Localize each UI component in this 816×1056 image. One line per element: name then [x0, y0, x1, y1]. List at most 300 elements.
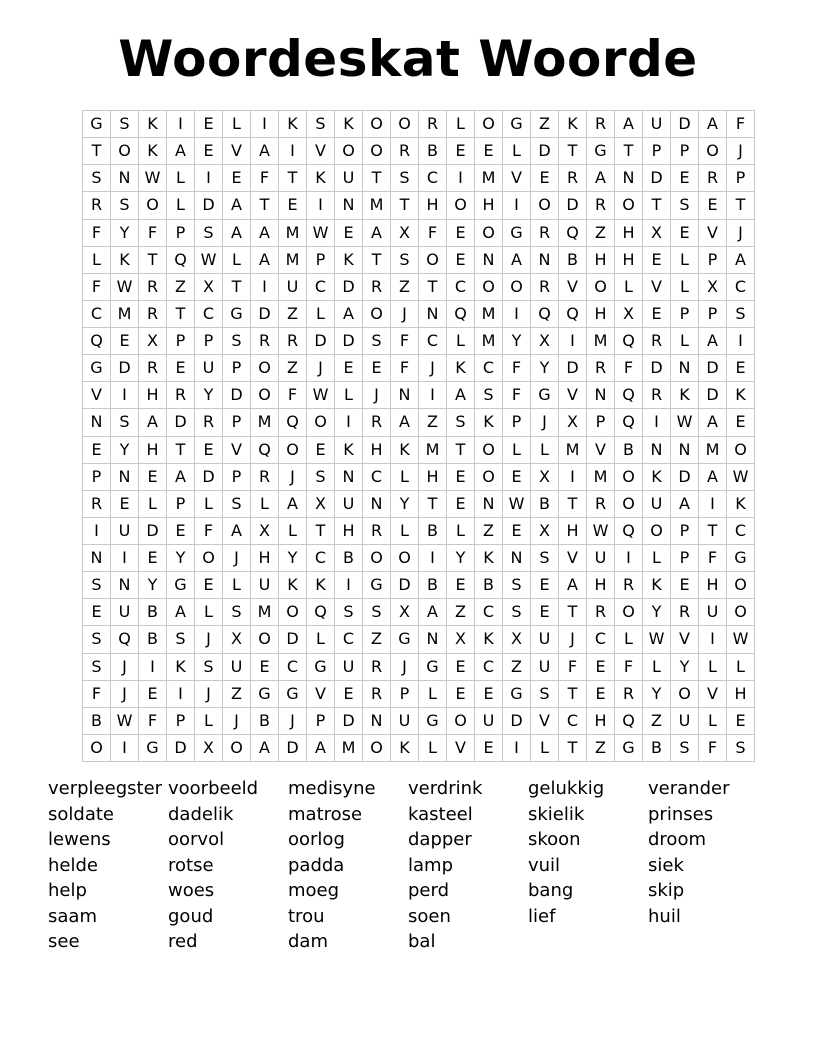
grid-cell: R [531, 273, 559, 300]
grid-cell: O [419, 246, 447, 273]
grid-cell: D [643, 355, 671, 382]
grid-cell: O [615, 490, 643, 517]
grid-cell: N [391, 382, 419, 409]
grid-cell: K [475, 545, 503, 572]
grid-cell: P [167, 490, 195, 517]
grid-cell: M [419, 436, 447, 463]
grid-cell: E [503, 463, 531, 490]
grid-cell: Z [279, 300, 307, 327]
grid-cell: B [615, 436, 643, 463]
grid-cell: D [643, 165, 671, 192]
grid-cell: D [279, 626, 307, 653]
grid-cell: T [391, 192, 419, 219]
grid-cell: Z [447, 599, 475, 626]
word-list-item: moeg [288, 880, 340, 901]
grid-cell: U [643, 490, 671, 517]
grid-cell: T [559, 680, 587, 707]
grid-cell: O [615, 463, 643, 490]
grid-cell: U [531, 626, 559, 653]
grid-cell: U [587, 545, 615, 572]
grid-cell: D [139, 517, 167, 544]
grid-cell: V [699, 680, 727, 707]
grid-cell: U [223, 653, 251, 680]
grid-cell: K [139, 111, 167, 138]
grid-cell: R [699, 165, 727, 192]
grid-cell: S [475, 382, 503, 409]
grid-cell: Y [643, 599, 671, 626]
grid-cell: O [251, 355, 279, 382]
grid-cell: T [167, 436, 195, 463]
grid-cell: W [307, 382, 335, 409]
grid-cell: F [83, 219, 111, 246]
grid-cell: Y [111, 436, 139, 463]
grid-cell: L [615, 626, 643, 653]
grid-cell: R [83, 192, 111, 219]
grid-cell: E [447, 680, 475, 707]
grid-cell: L [447, 111, 475, 138]
grid-cell: R [363, 409, 391, 436]
grid-cell: S [223, 490, 251, 517]
word-list-item: see [48, 931, 80, 952]
word-list-item: rotse [168, 854, 214, 876]
grid-cell: J [391, 300, 419, 327]
grid-cell: R [363, 680, 391, 707]
word-list-item: saam [48, 905, 97, 927]
grid-cell: O [699, 138, 727, 165]
grid-cell: K [335, 436, 363, 463]
grid-cell: V [307, 680, 335, 707]
word-list-item: verander [648, 778, 730, 799]
grid-cell: M [587, 463, 615, 490]
word-list-item: dadelik [168, 803, 234, 825]
grid-cell: U [335, 653, 363, 680]
grid-cell: J [559, 626, 587, 653]
grid-cell: E [447, 653, 475, 680]
grid-cell: K [447, 355, 475, 382]
grid-cell: E [223, 165, 251, 192]
grid-cell: K [111, 246, 139, 273]
grid-cell: O [727, 599, 755, 626]
grid-cell: E [503, 517, 531, 544]
grid-cell: V [699, 219, 727, 246]
grid-cell: D [503, 707, 531, 734]
grid-cell: Z [531, 111, 559, 138]
grid-cell: P [699, 246, 727, 273]
grid-cell: L [195, 599, 223, 626]
grid-cell: N [531, 246, 559, 273]
grid-cell: H [475, 192, 503, 219]
grid-cell: E [727, 707, 755, 734]
grid-cell: E [699, 192, 727, 219]
grid-cell: P [167, 328, 195, 355]
grid-cell: O [531, 192, 559, 219]
grid-cell: R [587, 599, 615, 626]
grid-cell: B [139, 626, 167, 653]
grid-cell: N [363, 707, 391, 734]
grid-cell: Q [111, 626, 139, 653]
grid-cell: I [111, 545, 139, 572]
grid-cell: O [643, 517, 671, 544]
word-list-item: help [48, 880, 87, 901]
grid-cell: G [587, 138, 615, 165]
grid-cell: C [447, 273, 475, 300]
grid-cell: R [251, 463, 279, 490]
grid-cell: Y [447, 545, 475, 572]
grid-cell: N [671, 436, 699, 463]
grid-cell: M [587, 328, 615, 355]
grid-row [83, 355, 755, 382]
grid-cell: G [83, 111, 111, 138]
grid-cell: I [279, 138, 307, 165]
grid-cell: E [251, 653, 279, 680]
grid-cell: C [475, 653, 503, 680]
grid-cell: O [475, 463, 503, 490]
word-list-item: woes [168, 880, 215, 901]
grid-cell: K [391, 734, 419, 761]
grid-cell: E [587, 653, 615, 680]
grid-cell: F [83, 680, 111, 707]
grid-cell: P [643, 138, 671, 165]
grid-cell: F [195, 517, 223, 544]
grid-cell: L [391, 517, 419, 544]
grid-cell: Z [419, 409, 447, 436]
grid-cell: A [615, 111, 643, 138]
grid-cell: C [587, 626, 615, 653]
grid-cell: R [419, 111, 447, 138]
grid-cell: R [615, 680, 643, 707]
grid-cell: E [279, 192, 307, 219]
grid-cell: N [335, 192, 363, 219]
grid-cell: I [615, 545, 643, 572]
grid-cell: X [391, 219, 419, 246]
grid-cell: C [727, 517, 755, 544]
grid-cell: I [335, 409, 363, 436]
grid-cell: K [671, 382, 699, 409]
grid-row [83, 599, 755, 626]
grid-cell: Q [531, 300, 559, 327]
grid-cell: L [195, 490, 223, 517]
grid-cell: O [727, 436, 755, 463]
grid-cell: M [363, 192, 391, 219]
grid-cell: D [699, 382, 727, 409]
grid-row [83, 490, 755, 517]
grid-cell: S [335, 599, 363, 626]
grid-cell: O [223, 734, 251, 761]
grid-cell: Q [615, 707, 643, 734]
grid-cell: N [615, 165, 643, 192]
grid-cell: O [83, 734, 111, 761]
grid-cell: R [363, 517, 391, 544]
grid-cell: S [671, 192, 699, 219]
grid-cell: P [83, 463, 111, 490]
grid-cell: X [223, 626, 251, 653]
grid-cell: E [363, 355, 391, 382]
grid-cell: L [307, 300, 335, 327]
grid-cell: S [391, 165, 419, 192]
grid-cell: Y [531, 355, 559, 382]
grid-cell: A [363, 219, 391, 246]
grid-cell: F [391, 328, 419, 355]
grid-cell: L [671, 273, 699, 300]
grid-cell: K [643, 463, 671, 490]
grid-cell: X [447, 626, 475, 653]
grid-cell: R [167, 382, 195, 409]
word-list-item: kasteel [408, 803, 473, 825]
grid-cell: K [279, 111, 307, 138]
grid-cell: F [391, 355, 419, 382]
word-list-item: padda [288, 854, 345, 876]
grid-cell: T [447, 436, 475, 463]
grid-cell: T [559, 734, 587, 761]
grid-cell: S [307, 111, 335, 138]
grid-cell: F [559, 653, 587, 680]
grid-cell: T [727, 192, 755, 219]
word-list-item: medisyne [288, 778, 376, 799]
grid-cell: L [251, 490, 279, 517]
grid-cell: L [531, 734, 559, 761]
grid-cell: E [195, 111, 223, 138]
grid-cell: L [699, 653, 727, 680]
grid-cell: A [251, 138, 279, 165]
grid-cell: H [587, 572, 615, 599]
grid-cell: G [503, 680, 531, 707]
grid-cell: D [391, 572, 419, 599]
grid-cell: G [307, 653, 335, 680]
grid-cell: D [111, 355, 139, 382]
grid-cell: L [531, 436, 559, 463]
grid-cell: F [727, 111, 755, 138]
grid-cell: J [531, 409, 559, 436]
grid-cell: X [139, 328, 167, 355]
grid-row [83, 409, 755, 436]
grid-cell: R [587, 355, 615, 382]
grid-cell: E [671, 572, 699, 599]
word-list-item: voorbeeld [168, 778, 259, 799]
word-list-item: lief [528, 905, 556, 927]
grid-cell: X [559, 409, 587, 436]
grid-cell: L [307, 626, 335, 653]
grid-cell: X [615, 300, 643, 327]
grid-cell: C [83, 300, 111, 327]
grid-cell: E [447, 246, 475, 273]
grid-cell: Z [279, 355, 307, 382]
grid-cell: N [503, 545, 531, 572]
grid-cell: S [727, 734, 755, 761]
grid-cell: A [167, 138, 195, 165]
grid-cell: G [419, 707, 447, 734]
grid-cell: C [363, 463, 391, 490]
grid-cell: S [363, 599, 391, 626]
grid-cell: X [531, 517, 559, 544]
grid-cell: S [531, 545, 559, 572]
grid-cell: F [503, 355, 531, 382]
grid-row [83, 734, 755, 761]
grid-cell: V [559, 545, 587, 572]
grid-cell: K [335, 111, 363, 138]
grid-cell: E [307, 436, 335, 463]
grid-cell: A [699, 409, 727, 436]
grid-cell: Z [503, 653, 531, 680]
grid-cell: J [223, 707, 251, 734]
word-list-item: skip [648, 880, 685, 901]
grid-cell: I [419, 382, 447, 409]
word-list-item: bang [528, 880, 574, 901]
grid-cell: E [167, 355, 195, 382]
grid-cell: M [475, 328, 503, 355]
grid-cell: K [167, 653, 195, 680]
grid-cell: I [559, 328, 587, 355]
grid-cell: O [447, 192, 475, 219]
grid-cell: K [307, 572, 335, 599]
grid-cell: A [391, 409, 419, 436]
grid-cell: G [503, 219, 531, 246]
grid-cell: O [447, 707, 475, 734]
grid-cell: J [111, 653, 139, 680]
grid-cell: F [419, 219, 447, 246]
grid-cell: N [111, 165, 139, 192]
grid-cell: T [699, 517, 727, 544]
grid-cell: O [111, 138, 139, 165]
grid-cell: N [335, 463, 363, 490]
grid-cell: I [503, 734, 531, 761]
grid-cell: V [307, 138, 335, 165]
grid-cell: O [475, 219, 503, 246]
grid-cell: O [615, 599, 643, 626]
grid-cell: H [587, 246, 615, 273]
grid-cell: A [727, 246, 755, 273]
grid-cell: D [559, 192, 587, 219]
grid-cell: V [559, 382, 587, 409]
grid-cell: S [111, 192, 139, 219]
grid-cell: Z [587, 219, 615, 246]
grid-cell: R [559, 165, 587, 192]
grid-cell: C [475, 355, 503, 382]
grid-cell: B [643, 734, 671, 761]
grid-cell: N [419, 300, 447, 327]
grid-cell: T [363, 165, 391, 192]
grid-cell: U [279, 273, 307, 300]
grid-cell: H [559, 517, 587, 544]
grid-cell: G [167, 572, 195, 599]
grid-cell: L [167, 165, 195, 192]
grid-cell: R [83, 490, 111, 517]
grid-cell: O [279, 599, 307, 626]
grid-cell: P [699, 300, 727, 327]
grid-cell: D [335, 707, 363, 734]
grid-cell: A [503, 246, 531, 273]
grid-cell: Y [195, 382, 223, 409]
grid-cell: J [223, 545, 251, 572]
grid-cell: K [307, 165, 335, 192]
grid-cell: Y [671, 653, 699, 680]
grid-cell: J [195, 626, 223, 653]
grid-cell: L [643, 545, 671, 572]
grid-cell: L [167, 192, 195, 219]
grid-cell: H [251, 545, 279, 572]
grid-cell: L [391, 463, 419, 490]
grid-cell: W [727, 463, 755, 490]
grid-cell: J [111, 680, 139, 707]
grid-cell: U [195, 355, 223, 382]
word-list-item: oorvol [168, 829, 225, 850]
grid-cell: P [671, 517, 699, 544]
grid-cell: L [83, 246, 111, 273]
grid-cell: F [615, 653, 643, 680]
grid-cell: C [727, 273, 755, 300]
grid-cell: P [671, 300, 699, 327]
grid-cell: W [139, 165, 167, 192]
grid-cell: A [447, 382, 475, 409]
grid-cell: P [671, 545, 699, 572]
grid-cell: A [335, 300, 363, 327]
grid-cell: Q [615, 517, 643, 544]
grid-cell: W [587, 517, 615, 544]
grid-cell: W [111, 273, 139, 300]
grid-cell: F [139, 707, 167, 734]
grid-cell: N [643, 436, 671, 463]
grid-cell: C [419, 328, 447, 355]
grid-cell: Q [307, 599, 335, 626]
grid-cell: L [419, 680, 447, 707]
grid-cell: B [419, 517, 447, 544]
grid-cell: A [223, 192, 251, 219]
grid-cell: P [223, 463, 251, 490]
grid-cell: A [699, 463, 727, 490]
grid-cell: Q [615, 328, 643, 355]
grid-cell: A [279, 490, 307, 517]
grid-row [83, 653, 755, 680]
grid-cell: R [643, 328, 671, 355]
word-search-grid [82, 110, 755, 762]
grid-cell: V [587, 436, 615, 463]
grid-cell: C [475, 599, 503, 626]
grid-cell: P [167, 707, 195, 734]
grid-cell: B [559, 246, 587, 273]
grid-cell: X [531, 328, 559, 355]
grid-cell: F [699, 545, 727, 572]
grid-cell: T [223, 273, 251, 300]
grid-cell: K [391, 436, 419, 463]
grid-cell: D [671, 463, 699, 490]
grid-cell: I [251, 111, 279, 138]
grid-cell: T [615, 138, 643, 165]
word-list-item: gelukkig [528, 778, 605, 799]
grid-cell: V [643, 273, 671, 300]
word-list-item: lamp [408, 854, 453, 876]
grid-cell: L [503, 138, 531, 165]
word-list-item: bal [408, 931, 436, 952]
grid-cell: Y [167, 545, 195, 572]
grid-cell: E [643, 300, 671, 327]
grid-cell: R [391, 138, 419, 165]
grid-cell: O [251, 382, 279, 409]
grid-cell: E [671, 165, 699, 192]
grid-cell: H [139, 382, 167, 409]
grid-cell: B [419, 138, 447, 165]
grid-cell: V [559, 273, 587, 300]
grid-cell: I [83, 517, 111, 544]
grid-cell: A [167, 463, 195, 490]
grid-cell: L [615, 273, 643, 300]
grid-cell: F [503, 382, 531, 409]
grid-cell: S [307, 463, 335, 490]
grid-cell: R [587, 490, 615, 517]
word-list-item: prinses [648, 803, 714, 825]
grid-cell: S [83, 626, 111, 653]
grid-cell: V [83, 382, 111, 409]
grid-cell: P [587, 409, 615, 436]
grid-cell: T [251, 192, 279, 219]
